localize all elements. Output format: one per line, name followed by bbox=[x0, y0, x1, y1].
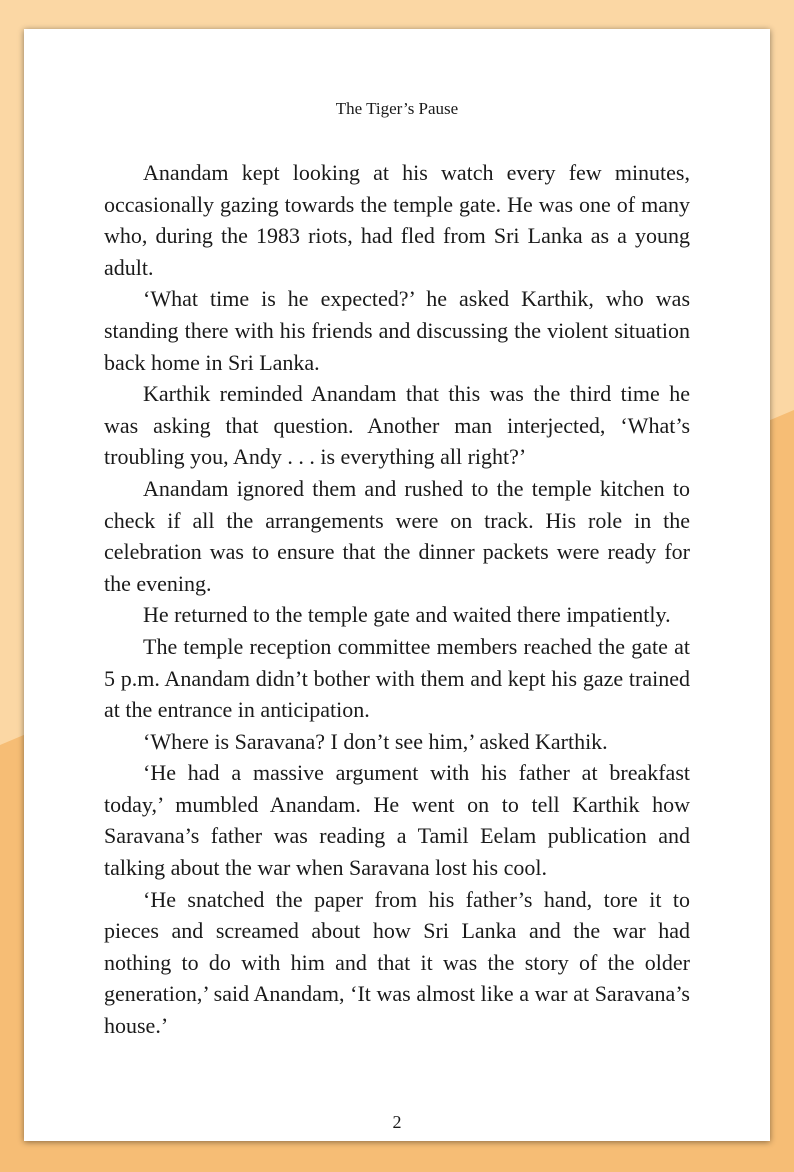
running-head: The Tiger’s Pause bbox=[335, 99, 459, 118]
paragraph: The temple reception committee members reached the gate at 5 p.m. Anandam didn’t bother with them and kept his gaze trained at the entrance in anticipation. bbox=[104, 633, 690, 723]
paragraph: ‘He had a massive argument with his father at breakfast today,’ mumbled Anandam. He went on to tell Karthik how Saravana’s father was reading a Tamil Eelam publication and talking about the war when Saravana lost his cool. bbox=[104, 760, 690, 881]
paragraph: ‘He snatched the paper from his father’s hand, tore it to pieces and screamed about how Sri Lanka and the war had nothing to do with him and that it was the story of the older generation,’ said Anandam, ‘It was almost like a war at Saravana’s house.’ bbox=[104, 886, 690, 1039]
paragraph: ‘Where is Saravana? I don’t see him,’ asked Karthik. bbox=[143, 728, 608, 754]
paragraph: Karthik reminded Anandam that this was the third time he was asking that question. Another man interjected, ‘What’s troubling you, Andy . . . is everything all right?’ bbox=[104, 381, 690, 470]
paragraph: ‘What time is he expected?’ he asked Karthik, who was standing there with his friends and discussing the violent situation back home in Sri Lanka. bbox=[104, 286, 690, 375]
paragraph: Anandam ignored them and rushed to the temple kitchen to check if all the arrangements were on track. His role in the celebration was to ensure that the dinner packets were ready for the evening. bbox=[104, 475, 690, 596]
page-number: 2 bbox=[392, 1112, 402, 1132]
paragraph: He returned to the temple gate and waited there impatiently. bbox=[143, 602, 671, 628]
document-page bbox=[24, 29, 770, 1141]
body-text bbox=[104, 157, 690, 1042]
paragraph: Anandam kept looking at his watch every few minutes, occasionally gazing towards the temple gate. He was one of many who, during the 1983 riots, had fled from Sri Lanka as a young adult. bbox=[104, 160, 690, 280]
